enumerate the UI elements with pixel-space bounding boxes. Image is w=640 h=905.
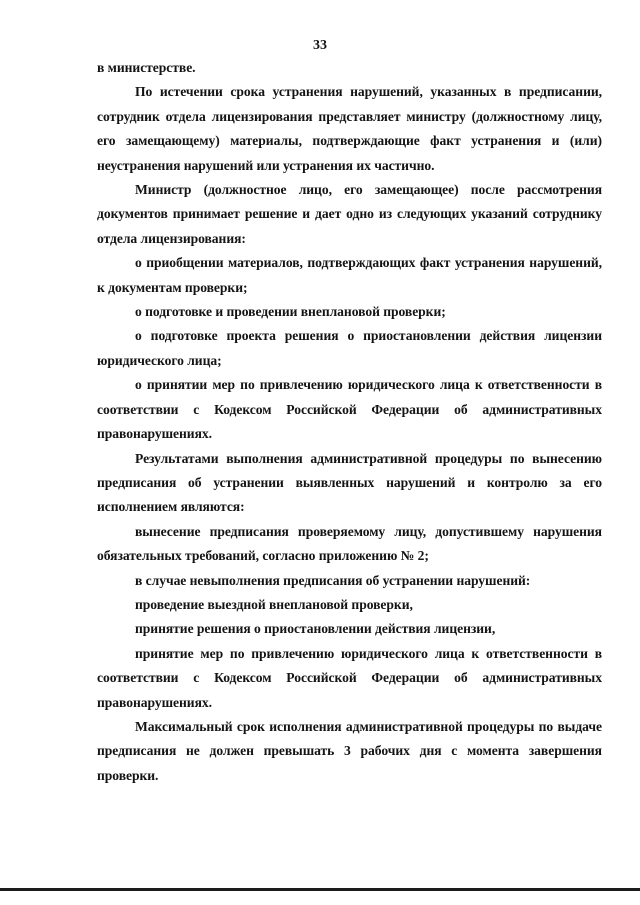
paragraph: в министерстве. [97, 60, 196, 75]
paragraph: Министр (должностное лицо, его замещающее) после рассмотрения документов принимает решение и дает одно из следующих указаний сотруднику отдела лицензирования: [97, 182, 602, 246]
list-item: о приобщении материалов, подтверждающих факт устранения нарушений, к документам проверки; [97, 255, 602, 295]
list-item: о принятии мер по привлечению юридического лица к ответственности в соответствии с Кодексом Российской Федерации об административных правонарушениях. [97, 377, 602, 442]
page-number: 33 [313, 38, 327, 53]
list-item: проведение выездной внеплановой проверки, [135, 596, 413, 612]
document-body [97, 56, 602, 788]
list-item: в случае невыполнения предписания об устранении нарушений: [135, 572, 531, 588]
list-item: о подготовке проекта решения о приостановлении действия лицензии юридического лица; [97, 328, 602, 368]
list-item: принятие мер по привлечению юридического лица к ответственности в соответствии с Кодексом Российской Федерации об административных правонарушениях. [97, 645, 602, 710]
bottom-divider [0, 888, 640, 891]
list-item: о подготовке и проведении внеплановой проверки; [135, 304, 446, 320]
list-item: принятие решения о приостановлении действия лицензии, [135, 621, 496, 637]
paragraph: Максимальный срок исполнения административной процедуры по выдаче предписания не должен превышать 3 рабочих дня с момента завершения проверки. [97, 718, 602, 783]
paragraph: По истечении срока устранения нарушений, указанных в предписании, сотрудник отдела лицензирования представляет министру (должностному лицу, его замещающему) материалы, подтверждающие факт устранения и (или) неустранения нарушений или устранения их частично. [97, 84, 602, 173]
list-item: вынесение предписания проверяемому лицу, допустившему нарушения обязательных требований, согласно приложению № 2; [97, 523, 602, 564]
paragraph: Результатами выполнения административной процедуры по вынесению предписания об устранении выявленных нарушений и контролю за его исполнением являются: [97, 450, 602, 515]
